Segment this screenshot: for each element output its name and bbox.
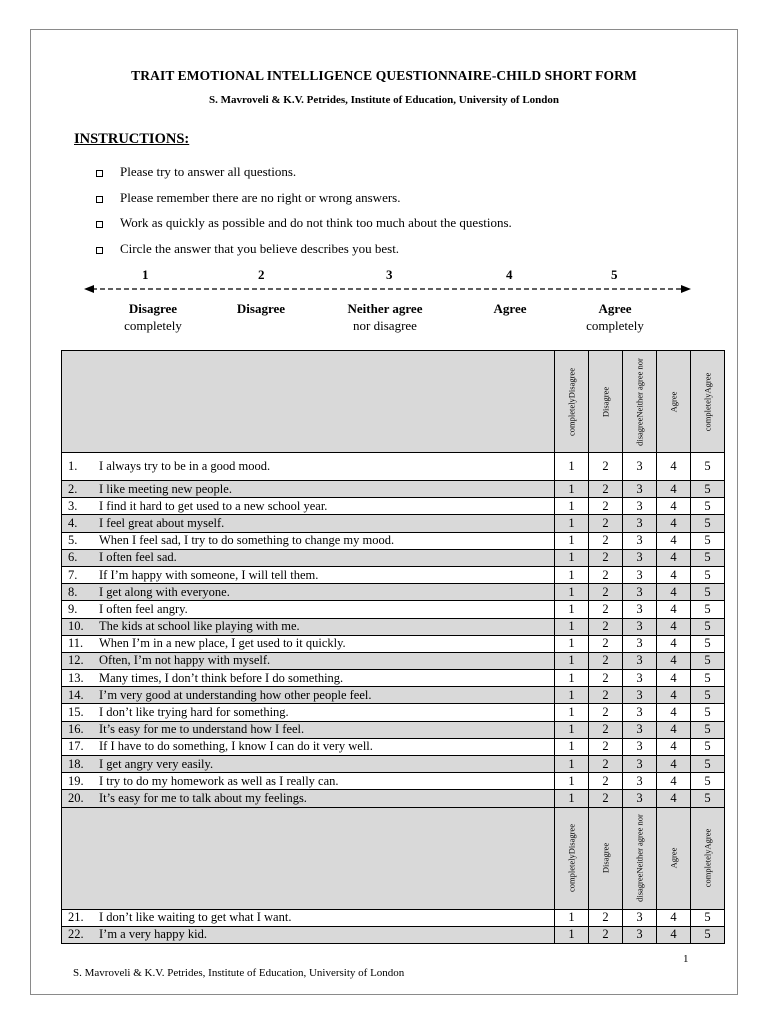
answer-option[interactable]: 5 bbox=[691, 566, 725, 583]
answer-option[interactable]: 2 bbox=[589, 704, 623, 721]
table-row bbox=[62, 453, 725, 481]
answer-option[interactable]: 5 bbox=[691, 453, 725, 481]
question-number: 11. bbox=[68, 636, 84, 651]
header-label: Disagree bbox=[600, 386, 610, 417]
table-row bbox=[62, 926, 725, 943]
header-label: Disagree bbox=[600, 842, 610, 874]
header-cell bbox=[691, 807, 725, 909]
answer-option[interactable]: 2 bbox=[589, 773, 623, 790]
question-cell bbox=[62, 584, 555, 601]
question-text: If I’m happy with someone, I will tell them. bbox=[99, 567, 319, 582]
answer-option[interactable]: 4 bbox=[657, 721, 691, 738]
answer-option[interactable]: 1 bbox=[555, 566, 589, 583]
question-text: Often, I’m not happy with myself. bbox=[99, 653, 271, 668]
answer-option[interactable]: 4 bbox=[657, 549, 691, 566]
header-cell bbox=[623, 351, 657, 453]
question-text: It’s easy for me to talk about my feelings. bbox=[99, 790, 307, 805]
question-cell bbox=[62, 453, 555, 481]
instructions-heading: INSTRUCTIONS: bbox=[74, 131, 190, 147]
answer-option[interactable]: 2 bbox=[589, 515, 623, 532]
answer-option[interactable]: 3 bbox=[623, 756, 657, 773]
question-cell bbox=[62, 549, 555, 566]
answer-option[interactable]: 3 bbox=[623, 601, 657, 618]
question-text: When I’m in a new place, I get used to it quickly. bbox=[99, 636, 346, 651]
answer-option[interactable]: 2 bbox=[589, 532, 623, 549]
question-text: I find it hard to get used to a new school year. bbox=[99, 498, 328, 513]
answer-option[interactable]: 1 bbox=[555, 790, 589, 807]
answer-option[interactable]: 1 bbox=[555, 515, 589, 532]
question-number: 17. bbox=[68, 739, 84, 754]
answer-option[interactable]: 4 bbox=[657, 756, 691, 773]
question-text: Many times, I don’t think before I do something. bbox=[99, 670, 344, 685]
answer-option[interactable]: 3 bbox=[623, 670, 657, 687]
header-cell bbox=[589, 351, 623, 453]
answer-option[interactable]: 3 bbox=[623, 721, 657, 738]
answer-option[interactable]: 5 bbox=[691, 756, 725, 773]
question-text: I get along with everyone. bbox=[99, 584, 230, 599]
answer-option[interactable]: 3 bbox=[623, 498, 657, 515]
header-blank-cell bbox=[62, 351, 555, 453]
header-label: disagreeNeither agree nor bbox=[634, 814, 644, 902]
answer-option[interactable]: 5 bbox=[691, 773, 725, 790]
question-number: 2. bbox=[68, 481, 78, 496]
question-cell bbox=[62, 635, 555, 652]
header-label: completelyDisagree bbox=[566, 824, 576, 893]
answer-option[interactable]: 4 bbox=[657, 618, 691, 635]
page-number: 1 bbox=[683, 953, 689, 965]
header-cell bbox=[589, 807, 623, 909]
table-row bbox=[62, 481, 725, 498]
question-number: 20. bbox=[68, 790, 84, 805]
header-label: completelyDisagree bbox=[566, 367, 576, 436]
table-row bbox=[62, 566, 725, 583]
answer-option[interactable]: 5 bbox=[691, 635, 725, 652]
right-arrow-icon bbox=[681, 285, 691, 293]
answer-option[interactable]: 2 bbox=[589, 584, 623, 601]
scale-label-main: Neither agree bbox=[347, 301, 423, 316]
question-text: I like meeting new people. bbox=[99, 481, 232, 496]
answer-option[interactable]: 4 bbox=[657, 532, 691, 549]
answer-option[interactable]: 3 bbox=[623, 909, 657, 926]
answer-option[interactable]: 3 bbox=[623, 453, 657, 481]
instruction-text: Please try to answer all questions. bbox=[120, 164, 297, 179]
answer-option[interactable]: 3 bbox=[623, 566, 657, 583]
scale-number: 3 bbox=[386, 267, 393, 282]
answer-option[interactable]: 4 bbox=[657, 498, 691, 515]
header-blank-cell bbox=[62, 807, 555, 909]
table-row bbox=[62, 549, 725, 566]
answer-option[interactable]: 2 bbox=[589, 498, 623, 515]
table-row bbox=[62, 635, 725, 652]
answer-option[interactable]: 2 bbox=[589, 601, 623, 618]
question-cell bbox=[62, 909, 555, 926]
answer-option[interactable]: 1 bbox=[555, 635, 589, 652]
answer-option[interactable]: 2 bbox=[589, 481, 623, 498]
answer-option[interactable]: 2 bbox=[589, 926, 623, 943]
left-arrow-icon bbox=[84, 285, 94, 293]
answer-option[interactable]: 4 bbox=[657, 909, 691, 926]
answer-option[interactable]: 3 bbox=[623, 481, 657, 498]
answer-option[interactable]: 4 bbox=[657, 515, 691, 532]
answer-option[interactable]: 1 bbox=[555, 549, 589, 566]
instruction-text: Work as quickly as possible and do not think too much about the questions. bbox=[120, 215, 512, 230]
table-row bbox=[62, 721, 725, 738]
question-number: 22. bbox=[68, 927, 84, 942]
table-row bbox=[62, 790, 725, 807]
answer-option[interactable]: 2 bbox=[589, 721, 623, 738]
answer-option[interactable]: 4 bbox=[657, 704, 691, 721]
table-row bbox=[62, 670, 725, 687]
answer-option[interactable]: 1 bbox=[555, 909, 589, 926]
answer-option[interactable]: 5 bbox=[691, 721, 725, 738]
answer-option[interactable]: 3 bbox=[623, 704, 657, 721]
answer-option[interactable]: 2 bbox=[589, 909, 623, 926]
answer-option[interactable]: 5 bbox=[691, 549, 725, 566]
answer-option[interactable]: 3 bbox=[623, 926, 657, 943]
scale-label-main: Agree bbox=[493, 301, 527, 316]
answer-option[interactable]: 3 bbox=[623, 532, 657, 549]
answer-option[interactable]: 2 bbox=[589, 566, 623, 583]
answer-option[interactable]: 2 bbox=[589, 790, 623, 807]
question-cell bbox=[62, 773, 555, 790]
header-cell bbox=[657, 807, 691, 909]
question-number: 13. bbox=[68, 670, 84, 685]
question-text: When I feel sad, I try to do something to change my mood. bbox=[99, 533, 395, 548]
answer-option[interactable]: 5 bbox=[691, 481, 725, 498]
table-row bbox=[62, 756, 725, 773]
question-number: 15. bbox=[68, 705, 84, 720]
table-row bbox=[62, 498, 725, 515]
answer-option[interactable]: 5 bbox=[691, 601, 725, 618]
header-cell bbox=[691, 351, 725, 453]
table-header-row bbox=[62, 351, 725, 453]
scale-label-5 bbox=[550, 300, 680, 334]
scale-label-main: Agree bbox=[598, 301, 632, 316]
question-number: 8. bbox=[68, 584, 78, 599]
answer-option[interactable]: 5 bbox=[691, 790, 725, 807]
answer-option[interactable]: 3 bbox=[623, 549, 657, 566]
header-cell bbox=[555, 807, 589, 909]
answer-option[interactable]: 5 bbox=[691, 618, 725, 635]
question-number: 4. bbox=[68, 515, 78, 530]
question-cell bbox=[62, 618, 555, 635]
answer-option[interactable]: 3 bbox=[623, 652, 657, 669]
answer-option[interactable]: 4 bbox=[657, 773, 691, 790]
question-number: 7. bbox=[68, 567, 78, 582]
header-label: Agree bbox=[668, 391, 678, 412]
answer-option[interactable]: 1 bbox=[555, 498, 589, 515]
question-text: I often feel angry. bbox=[99, 601, 188, 616]
header-label: disagreeNeither agree nor bbox=[634, 357, 644, 446]
question-text: I don’t like waiting to get what I want. bbox=[99, 910, 292, 925]
question-text: I get angry very easily. bbox=[99, 756, 214, 771]
answer-option[interactable]: 4 bbox=[657, 687, 691, 704]
answer-option[interactable]: 4 bbox=[657, 453, 691, 481]
scale-label-main: Disagree bbox=[128, 301, 178, 316]
answer-option[interactable]: 4 bbox=[657, 601, 691, 618]
table-row bbox=[62, 532, 725, 549]
answer-option[interactable]: 1 bbox=[555, 652, 589, 669]
question-cell bbox=[62, 687, 555, 704]
answer-option[interactable]: 2 bbox=[589, 670, 623, 687]
answer-option[interactable]: 5 bbox=[691, 670, 725, 687]
answer-option[interactable]: 1 bbox=[555, 738, 589, 755]
header-cell bbox=[555, 351, 589, 453]
instruction-text: Please remember there are no right or wrong answers. bbox=[120, 189, 401, 205]
answer-option[interactable]: 4 bbox=[657, 790, 691, 807]
question-text: I don’t like trying hard for something. bbox=[99, 705, 289, 720]
question-text: I feel great about myself. bbox=[99, 515, 225, 530]
table-row bbox=[62, 704, 725, 721]
answer-option[interactable]: 2 bbox=[589, 549, 623, 566]
answer-option[interactable]: 1 bbox=[555, 601, 589, 618]
answer-option[interactable]: 3 bbox=[623, 584, 657, 601]
answer-option[interactable]: 3 bbox=[623, 687, 657, 704]
header-label: completelyAgree bbox=[702, 372, 712, 431]
question-text: I’m very good at understanding how other people feel. bbox=[99, 687, 372, 702]
answer-option[interactable]: 4 bbox=[657, 926, 691, 943]
answer-option[interactable]: 2 bbox=[589, 652, 623, 669]
answer-option[interactable]: 2 bbox=[589, 738, 623, 755]
answer-option[interactable]: 1 bbox=[555, 773, 589, 790]
answer-option[interactable]: 3 bbox=[623, 773, 657, 790]
scale-label-3 bbox=[320, 300, 450, 334]
question-text: I always try to be in a good mood. bbox=[99, 459, 271, 473]
answer-option[interactable]: 2 bbox=[589, 756, 623, 773]
answer-option[interactable]: 3 bbox=[623, 738, 657, 755]
answer-option[interactable]: 1 bbox=[555, 532, 589, 549]
question-cell bbox=[62, 790, 555, 807]
question-cell bbox=[62, 566, 555, 583]
scale-label-2 bbox=[196, 300, 326, 317]
answer-option[interactable]: 1 bbox=[555, 670, 589, 687]
question-cell bbox=[62, 652, 555, 669]
scale-label-sub: completely bbox=[124, 318, 182, 333]
table-row bbox=[62, 618, 725, 635]
answer-option[interactable]: 5 bbox=[691, 652, 725, 669]
question-cell bbox=[62, 670, 555, 687]
answer-option[interactable]: 1 bbox=[555, 453, 589, 481]
answer-option[interactable]: 4 bbox=[657, 566, 691, 583]
answer-option[interactable]: 5 bbox=[691, 532, 725, 549]
question-text: If I have to do something, I know I can do it very well. bbox=[99, 739, 373, 754]
question-number: 9. bbox=[68, 601, 78, 616]
question-number: 12. bbox=[68, 653, 84, 668]
answer-option[interactable]: 1 bbox=[555, 721, 589, 738]
question-text: I’m a very happy kid. bbox=[99, 927, 207, 942]
question-cell bbox=[62, 481, 555, 498]
question-cell bbox=[62, 515, 555, 532]
table-row bbox=[62, 515, 725, 532]
table-row bbox=[62, 773, 725, 790]
table-row bbox=[62, 601, 725, 618]
scale-label-main: Disagree bbox=[236, 301, 286, 316]
answer-option[interactable]: 2 bbox=[589, 618, 623, 635]
answer-option[interactable]: 5 bbox=[691, 926, 725, 943]
question-number: 1. bbox=[68, 459, 78, 473]
table-row bbox=[62, 584, 725, 601]
header-label: completelyAgree bbox=[702, 828, 712, 888]
question-cell bbox=[62, 756, 555, 773]
question-number: 3. bbox=[68, 498, 78, 513]
header-cell bbox=[623, 807, 657, 909]
answer-option[interactable]: 1 bbox=[555, 687, 589, 704]
answer-option[interactable]: 3 bbox=[623, 790, 657, 807]
answer-option[interactable]: 1 bbox=[555, 704, 589, 721]
question-cell bbox=[62, 926, 555, 943]
table-row bbox=[62, 687, 725, 704]
table-row bbox=[62, 909, 725, 926]
scale-label-sub: nor disagree bbox=[353, 318, 417, 333]
answer-option[interactable]: 2 bbox=[589, 453, 623, 481]
page-title: TRAIT EMOTIONAL INTELLIGENCE QUESTIONNAIRE-CHILD SHORT FORM bbox=[131, 68, 637, 83]
scale-arrow-line bbox=[0, 0, 768, 300]
answer-option[interactable]: 5 bbox=[691, 738, 725, 755]
table-header-row bbox=[62, 807, 725, 909]
question-number: 16. bbox=[68, 722, 84, 737]
scale-number: 2 bbox=[258, 267, 265, 282]
question-number: 18. bbox=[68, 756, 84, 771]
answer-option[interactable]: 5 bbox=[691, 909, 725, 926]
table-row bbox=[62, 652, 725, 669]
question-cell bbox=[62, 532, 555, 549]
answer-option[interactable]: 3 bbox=[623, 635, 657, 652]
answer-option[interactable]: 5 bbox=[691, 687, 725, 704]
answer-option[interactable]: 3 bbox=[623, 515, 657, 532]
answer-option[interactable]: 4 bbox=[657, 738, 691, 755]
question-cell bbox=[62, 601, 555, 618]
question-cell bbox=[62, 721, 555, 738]
scale-label-sub: completely bbox=[586, 318, 644, 333]
answer-option[interactable]: 4 bbox=[657, 635, 691, 652]
page-footer: S. Mavroveli & K.V. Petrides, Institute of Education, University of London bbox=[73, 967, 405, 979]
question-text: The kids at school like playing with me. bbox=[99, 619, 300, 634]
scale-number: 1 bbox=[142, 267, 149, 282]
answer-option[interactable]: 5 bbox=[691, 515, 725, 532]
answer-option[interactable]: 3 bbox=[623, 618, 657, 635]
scale-number: 5 bbox=[611, 267, 618, 282]
answer-option[interactable]: 4 bbox=[657, 584, 691, 601]
answer-option[interactable]: 4 bbox=[657, 670, 691, 687]
answer-option[interactable]: 1 bbox=[555, 584, 589, 601]
question-number: 10. bbox=[68, 619, 84, 634]
header-label: Agree bbox=[668, 847, 678, 869]
page-subtitle: S. Mavroveli & K.V. Petrides, Institute of Education, University of London bbox=[208, 94, 560, 106]
answer-option[interactable]: 4 bbox=[657, 652, 691, 669]
scale-number: 4 bbox=[506, 267, 513, 282]
answer-option[interactable]: 5 bbox=[691, 584, 725, 601]
answer-option[interactable]: 5 bbox=[691, 498, 725, 515]
answer-option[interactable]: 1 bbox=[555, 926, 589, 943]
answer-option[interactable]: 1 bbox=[555, 756, 589, 773]
answer-option[interactable]: 4 bbox=[657, 481, 691, 498]
answer-option[interactable]: 5 bbox=[691, 704, 725, 721]
question-number: 21. bbox=[68, 910, 84, 925]
question-cell bbox=[62, 498, 555, 515]
question-text: I try to do my homework as well as I really can. bbox=[99, 773, 339, 788]
question-number: 5. bbox=[68, 533, 78, 548]
question-cell bbox=[62, 704, 555, 721]
question-cell bbox=[62, 738, 555, 755]
answer-option[interactable]: 2 bbox=[589, 635, 623, 652]
question-text: I often feel sad. bbox=[99, 550, 177, 565]
table-row bbox=[62, 738, 725, 755]
header-cell bbox=[657, 351, 691, 453]
question-number: 19. bbox=[68, 773, 84, 788]
question-number: 6. bbox=[68, 550, 78, 565]
answer-option[interactable]: 1 bbox=[555, 618, 589, 635]
question-text: It’s easy for me to understand how I feel. bbox=[99, 722, 305, 737]
question-number: 14. bbox=[68, 687, 84, 702]
questionnaire-table bbox=[61, 350, 725, 944]
answer-option[interactable]: 1 bbox=[555, 481, 589, 498]
instruction-text: Circle the answer that you believe describes you best. bbox=[120, 240, 400, 256]
answer-option[interactable]: 2 bbox=[589, 687, 623, 704]
